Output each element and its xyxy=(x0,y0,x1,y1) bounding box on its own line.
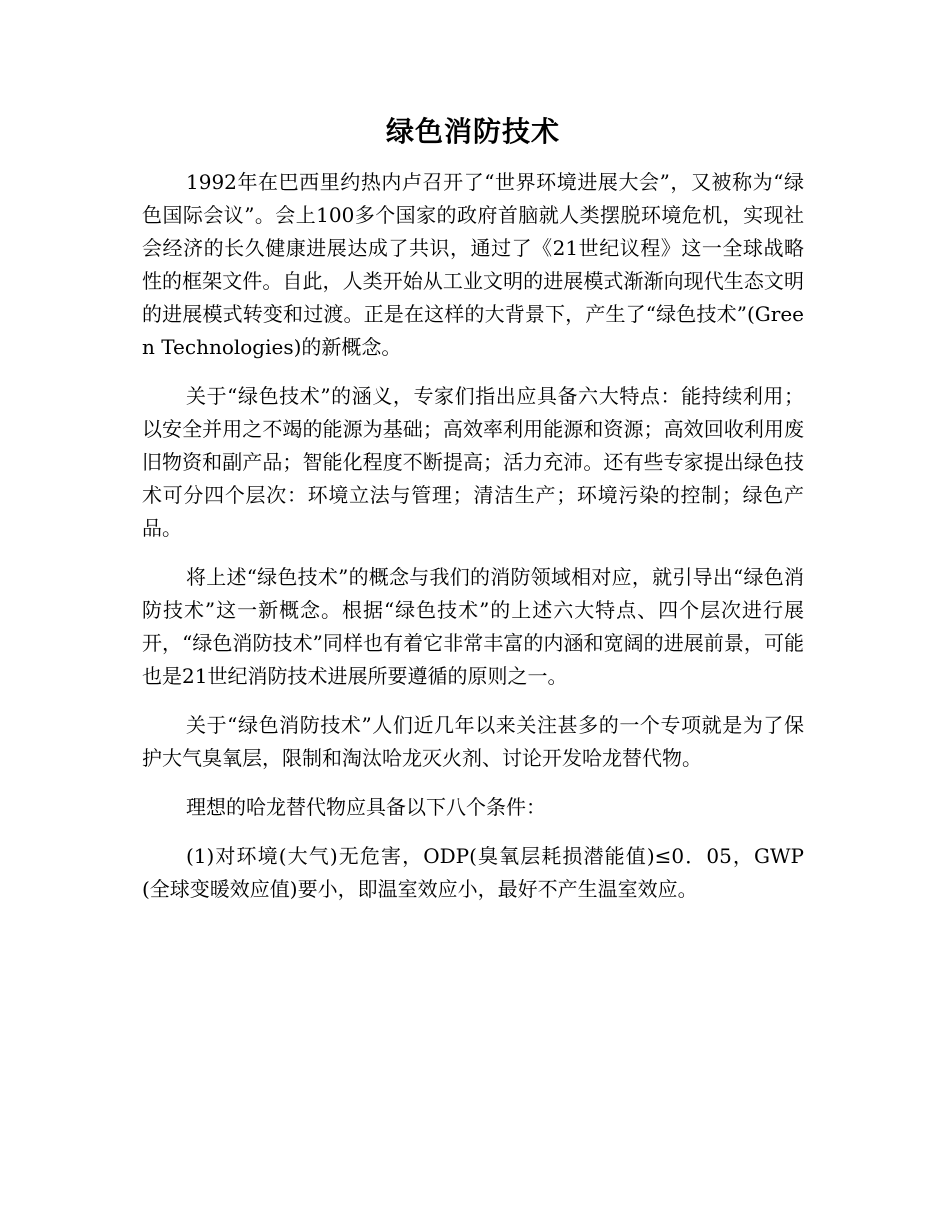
paragraph: 将上述“绿色技术”的概念与我们的消防领域相对应，就引导出“绿色消防技术”这一新概念。根据“绿色技术”的上述六大特点、四个层次进行展开，“绿色消防技术”同样也有着它非常丰富的内涵和宽阔的进展前景，可能也是21世纪消防技术进展所要遵循的原则之一。 xyxy=(142,565,804,688)
paragraph: 1992年在巴西里约热内卢召开了“世界环境进展大会”，又被称为“绿色国际会议”。会上100多个国家的政府首脑就人类摆脱环境危机，实现社会经济的长久健康进展达成了共识，通过了《21世纪议程》这一全球战略性的框架文件。自此，人类开始从工业文明的进展模式渐渐向现代生态文明的进展模式转变和过渡。正是在这样的大背景下，产生了“绿色技术”(Green Technologies)的新概念。 xyxy=(142,170,804,359)
document-title: 绿色消防技术 xyxy=(385,115,560,148)
document-body xyxy=(142,112,804,922)
paragraph: 关于“绿色消防技术”人们近几年以来关注甚多的一个专项就是为了保护大气臭氧层，限制和淘汰哈龙灭火剂、讨论开发哈龙替代物。 xyxy=(142,713,804,770)
paragraph: 理想的哈龙替代物应具备以下八个条件： xyxy=(186,795,546,819)
paragraph: (1)对环境(大气)无危害，ODP(臭氧层耗损潜能值)≤0．05，GWP(全球变暖效应值)要小，即温室效应小，最好不产生温室效应。 xyxy=(142,844,804,901)
paragraph: 关于“绿色技术”的涵义，专家们指出应具备六大特点：能持续利用；以安全并用之不竭的能源为基础；高效率利用能源和资源；高效回收利用废旧物资和副产品；智能化程度不断提高；活力充沛。还有些专家提出绿色技术可分四个层次：环境立法与管理；清洁生产；环境污染的控制；绿色产品。 xyxy=(142,384,804,540)
